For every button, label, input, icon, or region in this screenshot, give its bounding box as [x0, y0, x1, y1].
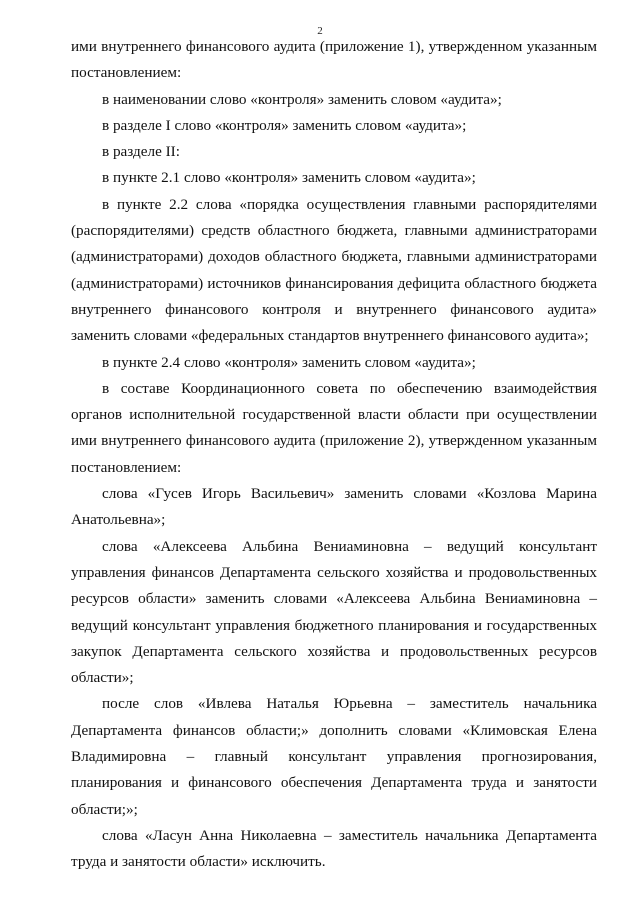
paragraph-alekseeva-replacement: слова «Алексеева Альбина Вениаминовна – ведущий консультант управления финансов Департамента сельского хозяйства и продовольственных ресурсов области» заменить словами «Алексеева Альбина Вениаминовна – ведущий консультант управления бюджетного планирования и государственных закупок Департамента сельского хозяйства и продовольственных ресурсов области»; — [71, 537, 597, 687]
paragraph-item-2-4: в пункте 2.4 слово «контроля» заменить словом «аудита»; — [102, 353, 476, 371]
page-number: 2 — [317, 25, 323, 37]
paragraph-amendment-section-1: в разделе I слово «контроля» заменить словом «аудита»; — [102, 116, 467, 134]
paragraph-amendment-title: в наименовании слово «контроля» заменить словом «аудита»; — [102, 90, 502, 108]
paragraph-item-2-2: в пункте 2.2 слова «порядка осуществления главными распорядителями (распорядителями) средств областного бюджета, главными администраторами (администраторами) доходов областного бюджета, главными администраторами (администраторами) источников финансирования дефицита областного бюджета внутреннего финансового контроля и внутреннего финансового аудита» заменить словами «федеральных стандартов внутреннего финансового аудита»; — [71, 195, 597, 345]
paragraph-item-2-1: в пункте 2.1 слово «контроля» заменить словом «аудита»; — [102, 169, 476, 187]
paragraph-continuation: ими внутреннего финансового аудита (приложение 1), утвержденном указанным постановлением: — [71, 38, 597, 82]
paragraph-lasun-exclusion: слова «Ласун Анна Николаевна – заместитель начальника Департамента труда и занятости области» исключить. — [71, 826, 597, 871]
paragraph-council-composition: в составе Координационного совета по обеспечению взаимодействия органов исполнительной государственной власти области при осуществлении ими внутреннего финансового аудита (приложение 2), утвержденном указанным постановлением: — [71, 379, 597, 476]
paragraph-gusev-replacement: слова «Гусев Игорь Васильевич» заменить словами «Козлова Марина Анатольевна»; — [71, 485, 597, 529]
document-body — [71, 34, 597, 876]
paragraph-section-2-heading: в разделе II: — [102, 143, 180, 161]
paragraph-klimovskaya-addition: после слов «Ивлева Наталья Юрьевна – заместитель начальника Департамента финансов области;» дополнить словами «Климовская Елена Владимировна – главный консультант управления прогнозирования, планирования и финансового обеспечения Департамента труда и занятости области;»; — [71, 695, 597, 818]
